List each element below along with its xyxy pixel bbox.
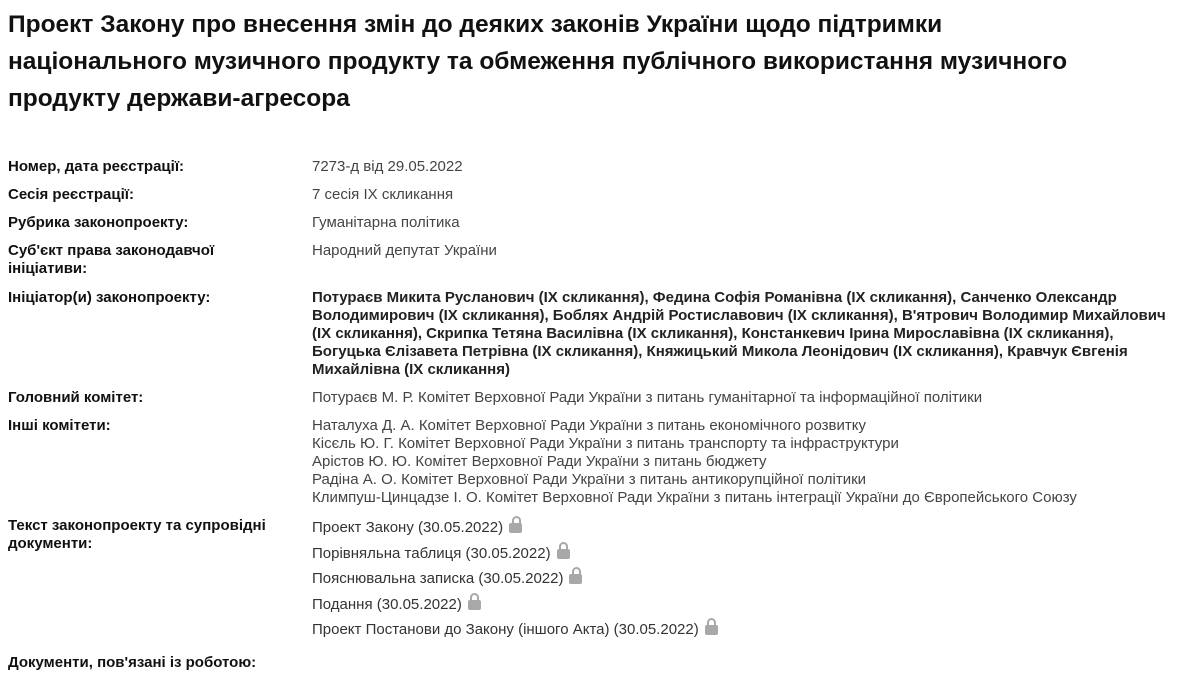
field-label: Текст законопроекту та супровідні документи: (8, 517, 266, 552)
field-label: Номер, дата реєстрації: (8, 158, 185, 175)
document-title: Порівняльна таблиця (30.05.2022) (312, 544, 551, 562)
field-label: Сесія реєстрації: (8, 186, 134, 203)
field-value: 7 сесія IX скликання (312, 186, 454, 203)
field-value: Потураєв М. Р. Комітет Верховної Ради України з питань гуманітарної та інформаційної політики (312, 389, 983, 406)
document-link[interactable] (312, 541, 1192, 567)
field-label: Рубрика законопроекту: (8, 214, 189, 231)
document-link[interactable] (312, 566, 1192, 592)
committees-list (312, 417, 1192, 507)
document-title: Проект Постанови до Закону (іншого Акта) (30.05.2022) (312, 621, 699, 638)
document-title: Проект Закону (30.05.2022) (312, 519, 504, 536)
field-label: Суб'єкт права законодавчої ініціативи: (8, 242, 215, 277)
document-link[interactable] (312, 592, 1192, 618)
committee-item: Наталуха Д. А. Комітет Верховної Ради України з питань економічного розвитку (312, 417, 866, 434)
field-label: Документи, пов'язані із роботою: (8, 654, 257, 671)
field-value: Народний депутат України (312, 242, 497, 259)
field-label: Головний комітет: (8, 389, 144, 406)
lock-icon (569, 574, 582, 584)
document-link[interactable] (312, 515, 1192, 541)
committee-item: Радіна А. О. Комітет Верховної Ради України з питань антикорупційної політики (312, 471, 867, 488)
field-value: 7273-д від 29.05.2022 (312, 158, 463, 175)
committee-item: Климпуш-Цинцадзе І. О. Комітет Верховної Ради України з питань інтеграції України до Європейського Союзу (312, 489, 1077, 506)
document-link[interactable] (312, 617, 1192, 643)
initiators-list: Потураєв Микита Русланович (IX скликання), Федина Софія Романівна (IX скликання), Санченко Олександр Володимирович (IX скликання), Боблях Андрій Ростиславович (IX скликання), В'ятрович Володимир Михайлович (IX скликання), Скрипка Тетяна Василівна (IX скликання), Констанкевич Ірина Мирославівна (IX скликання), Богуцька Єлізавета Петрівна (IX скликання), Княжицький Микола Леонідович (IX скликання), Кравчук Євгенія Михайлівна (IX скликання) (312, 289, 1166, 378)
lock-icon (557, 549, 570, 559)
lock-icon (509, 523, 522, 533)
lock-icon (705, 625, 718, 635)
field-value: Гуманітарна політика (312, 214, 460, 231)
page-title: Проект Закону про внесення змін до деяких законів України щодо підтримки національного музичного продукту та обмеження публічного використання музичного продукту держави-агресора (8, 11, 1068, 112)
document-title: Пояснювальна записка (30.05.2022) (312, 570, 564, 587)
field-label: Інші комітети: (8, 417, 111, 434)
document-title: Подання (30.05.2022) (312, 595, 462, 613)
lock-icon (468, 600, 481, 610)
committee-item: Кісєль Ю. Г. Комітет Верховної Ради України з питань транспорту та інфраструктури (312, 435, 899, 452)
documents-list (312, 515, 1192, 643)
committee-item: Арістов Ю. Ю. Комітет Верховної Ради України з питань бюджету (312, 453, 767, 470)
field-label: Ініціатор(и) законопроекту: (8, 289, 211, 306)
